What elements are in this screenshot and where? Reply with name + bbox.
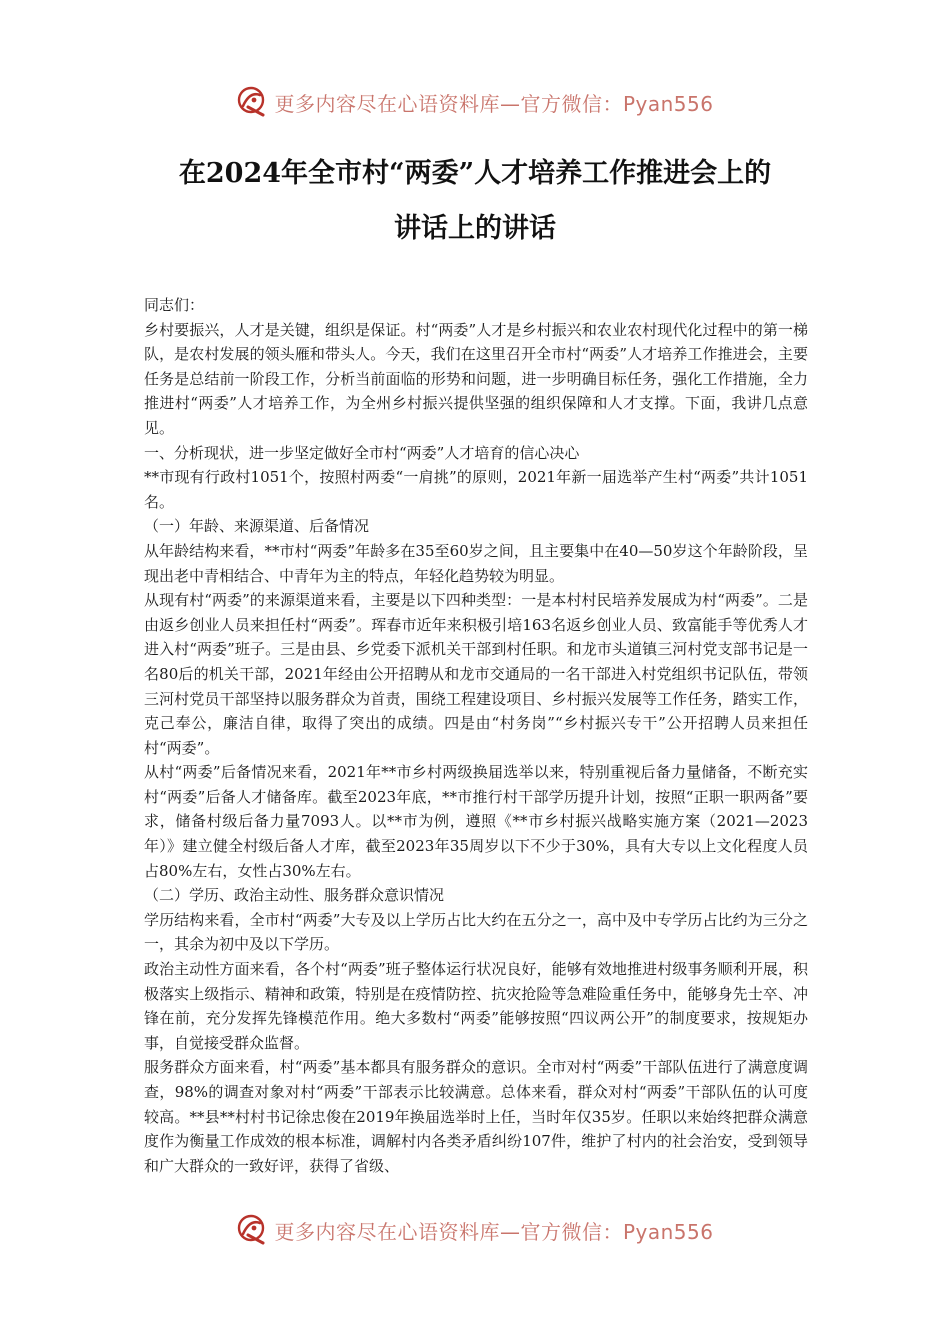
paragraph: 学历结构来看，全市村“两委”大专及以上学历占比大约在五分之一，高中及中专学历占比约为三分之一，其余为初中及以下学历。 <box>144 910 808 954</box>
paragraph: 从现有村“两委”的来源渠道来看，主要是以下四种类型：一是本村村民培养发展成为村“两委”。二是由返乡创业人员来担任村“两委”。珲春市近年来积极引培163名返乡创业人员、致富能手等优秀人才进入村“两委”班子。三是由县、乡党委下派机关干部到村任职。和龙市头道镇三河村党支部书记是一名80后的机关干部，2021年经由公开招聘从和龙市交通局的一名干部进入村党组织书记队伍，带领三河村党员干部坚持以服务群众为首责，围绕工程建设项目、乡村振兴发展等工作任务，踏实工作，克己奉公，廉洁自律，取得了突出的成绩。四是由“村务岗”“乡村振兴专干”公开招聘人员来担任村“两委”。 <box>144 591 808 757</box>
paragraph: 乡村要振兴，人才是关键，组织是保证。村“两委”人才是乡村振兴和农业农村现代化过程中的第一梯队，是农村发展的领头雁和带头人。今天，我们在这里召开全市村“两委”人才培养工作推进会，主要任务是总结前一阶段工作，分析当前面临的形势和问题，进一步明确目标任务，强化工作措施，全力推进村“两委”人才培养工作，为全州乡村振兴提供坚强的组织保障和人才支撑。下面，我讲几点意见。 <box>144 320 808 437</box>
paragraph: **市现有行政村1051个，按照村两委“一肩挑”的原则，2021年新一届选举产生村“两委”共计1051名。 <box>144 468 808 511</box>
paragraph: 政治主动性方面来看，各个村“两委”班子整体运行状况良好，能够有效地推进村级事务顺利开展，积极落实上级指示、精神和政策，特别是在疫情防控、抗灾抢险等急难险重任务中，能够身先士卒、冲锋在前，充分发挥先锋模范作用。绝大多数村“两委”能够按照“四议两公开”的制度要求，按规矩办事，自觉接受群众监督。 <box>144 960 808 1052</box>
logo-icon <box>236 1213 270 1247</box>
paragraph: 从年龄结构来看，**市村“两委”年龄多在35至60岁之间，且主要集中在40—50岁这个年龄阶段，呈现出老中青相结合、中青年为主的特点，年轻化趋势较为明显。 <box>144 541 808 585</box>
section-heading: 一、分析现状，进一步坚定做好全市村“两委”人才培育的信心决心 <box>144 443 580 462</box>
logo-icon <box>236 85 270 119</box>
footer-banner <box>0 1212 950 1248</box>
paragraph: 服务群众方面来看，村“两委”基本都具有服务群众的意识。全市对村“两委”干部队伍进行了满意度调查，98%的调查对象对村“两委”干部表示比较满意。总体来看，群众对村“两委”干部队伍的认可度较高。**县**村村书记徐忠俊在2019年换届选举时上任，当时年仅35岁。任职以来始终把群众满意度作为衡量工作成效的根本标准，调解村内各类矛盾纠纷107件，维护了村内的社会治安，受到领导和广大群众的一致好评，获得了省级、 <box>144 1058 808 1175</box>
salutation: 同志们： <box>144 296 205 314</box>
banner-text: 更多内容尽在心语资料库—官方微信：Pyan556 <box>274 1219 714 1244</box>
document-body <box>144 293 808 1178</box>
document-title <box>100 146 850 256</box>
title-line-2: 讲话上的讲话 <box>394 213 556 244</box>
banner-text: 更多内容尽在心语资料库—官方微信：Pyan556 <box>274 91 714 116</box>
paragraph: 从村“两委”后备情况来看，2021年**市乡村两级换届选举以来，特别重视后备力量储备，不断充实村“两委”后备人才储备库。截至2023年底，**市推行村干部学历提升计划，按照“正职一职两备”要求，储备村级后备力量7093人。以**市为例，遵照《**市乡村振兴战略实施方案（2021—2023年）》建立健全村级后备人才库，截至2023年35周岁以下不少于30%，具有大专以上文化程度人员占80%左右，女性占30%左右。 <box>144 763 808 880</box>
header-banner <box>0 84 950 120</box>
title-line-1: 在2024年全市村“两委”人才培养工作推进会上的 <box>178 158 772 189</box>
subsection-heading: （二）学历、政治主动性、服务群众意识情况 <box>144 886 445 905</box>
subsection-heading: （一）年龄、来源渠道、后备情况 <box>144 517 370 536</box>
